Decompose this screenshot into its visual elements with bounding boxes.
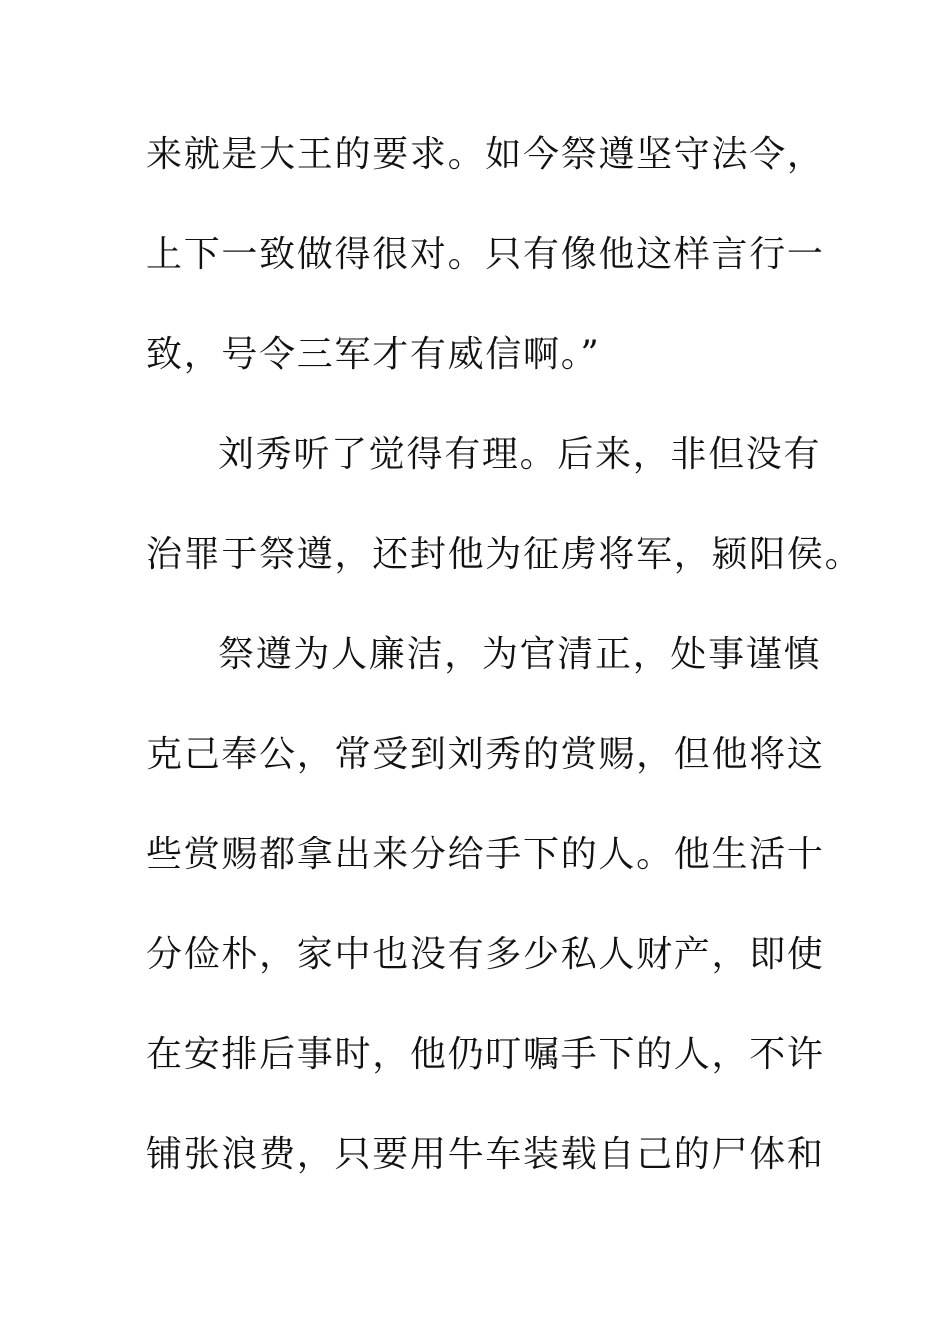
text-line: 分俭朴，家中也没有多少私人财产，即使 (146, 934, 825, 975)
text-line: 来就是大王的要求。如今祭遵坚守法令， (146, 134, 825, 175)
text-line: 铺张浪费，只要用牛车装载自己的尸体和 (146, 1134, 825, 1175)
text-line: 治罪于祭遵，还封他为征虏将军，颍阳侯。 (146, 534, 863, 575)
text-line: 致，号令三军才有威信啊。” (146, 334, 601, 375)
paragraph-first-line: 祭遵为人廉洁，为官清正，处事谨慎 (218, 634, 822, 675)
text-line: 些赏赐都拿出来分给手下的人。他生活十 (146, 834, 825, 875)
paragraph-first-line: 刘秀听了觉得有理。后来，非但没有 (218, 434, 822, 475)
text-line: 克己奉公，常受到刘秀的赏赐，但他将这 (146, 734, 825, 775)
text-line: 上下一致做得很对。只有像他这样言行一 (146, 234, 825, 275)
text-line: 在安排后事时，他仍叮嘱手下的人，不许 (146, 1034, 825, 1075)
